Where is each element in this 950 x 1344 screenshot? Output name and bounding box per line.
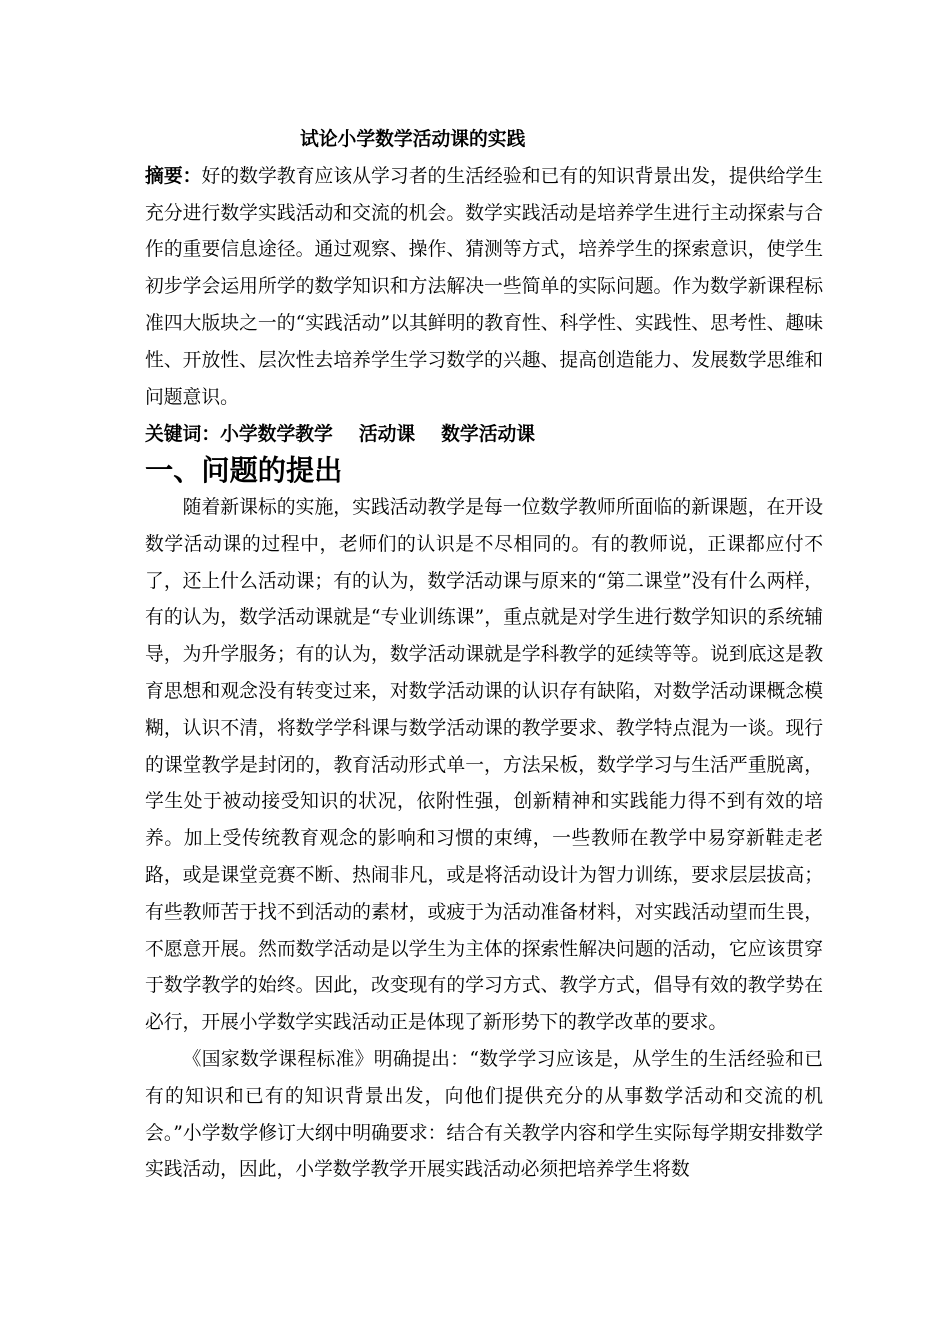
- document-title: 试论小学数学活动课的实践: [300, 128, 526, 150]
- document-body: [145, 121, 823, 1189]
- keyword-item: 小学数学教学: [220, 423, 333, 446]
- abstract-paragraph: [145, 158, 823, 417]
- body-paragraph: 随着新课标的实施，实践活动教学是每一位数学教师所面临的新课题，在开设数学活动课的过程中，老师们的认识是不尽相同的。有的教师说，正课都应付不了，还上什么活动课；有的认为，数学活动课与原来的“第二课堂”没有什么两样，有的认为，数学活动课就是“专业训练课”，重点就是对学生进行数学知识的系统辅导，为升学服务；有的认为，数学活动课就是学科教学的延续等等。说到底这是教育思想和观念没有转变过来，对数学活动课的认识存有缺陷，对数学活动课概念模糊，认识不清，将数学学科课与数学活动课的教学要求、教学特点混为一谈。现行的课堂教学是封闭的，教育活动形式单一，方法呆板，数学学习与生活严重脱离，学生处于被动接受知识的状况，依附性强，创新精神和实践能力得不到有效的培养。加上受传统教育观念的影响和习惯的束缚，一些教师在教学中易穿新鞋走老路，或是课堂竞赛不断、热闹非凡，或是将活动设计为智力训练，要求层层拔高；有些教师苦于找不到活动的素材，或疲于为活动准备材料，对实践活动望而生畏，不愿意开展。然而数学活动是以学生为主体的探索性解决问题的活动，它应该贯穿于数学教学的始终。因此，改变现有的学习方式、教学方式，倡导有效的教学势在必行，开展小学数学实践活动正是体现了新形势下的教学改革的要求。: [145, 496, 823, 1034]
- keyword-item: 数学活动课: [441, 423, 536, 446]
- keywords-label: 关键词：: [145, 423, 221, 446]
- section-heading: 一、问题的提出: [145, 454, 343, 488]
- keywords-line: [145, 416, 823, 453]
- keyword-item: 活动课: [358, 423, 416, 446]
- body-paragraph: 《国家数学课程标准》明确提出：“数学学习应该是，从学生的生活经验和已有的知识和已有的知识背景出发，向他们提供充分的从事数学活动和交流的机会。”小学数学修订大纲中明确要求：结合有关教学内容和学生实际每学期安排数学实践活动，因此，小学数学教学开展实践活动必须把培养学生将数: [145, 1048, 823, 1181]
- abstract-label: 摘要：: [145, 164, 202, 187]
- abstract-text: 好的数学教育应该从学习者的生活经验和已有的知识背景出发，提供给学生充分进行数学实践活动和交流的机会。数学实践活动是培养学生进行主动探索与合作的重要信息途径。通过观察、操作、猜测等方式，培养学生的探索意识，使学生初步学会运用所学的数学知识和方法解决一些简单的实际问题。作为数学新课程标准四大版块之一的“实践活动”以其鲜明的教育性、科学性、实践性、思考性、趣味性、开放性、层次性去培养学生学习数学的兴趣、提高创造能力、发展数学思维和问题意识。: [145, 165, 824, 408]
